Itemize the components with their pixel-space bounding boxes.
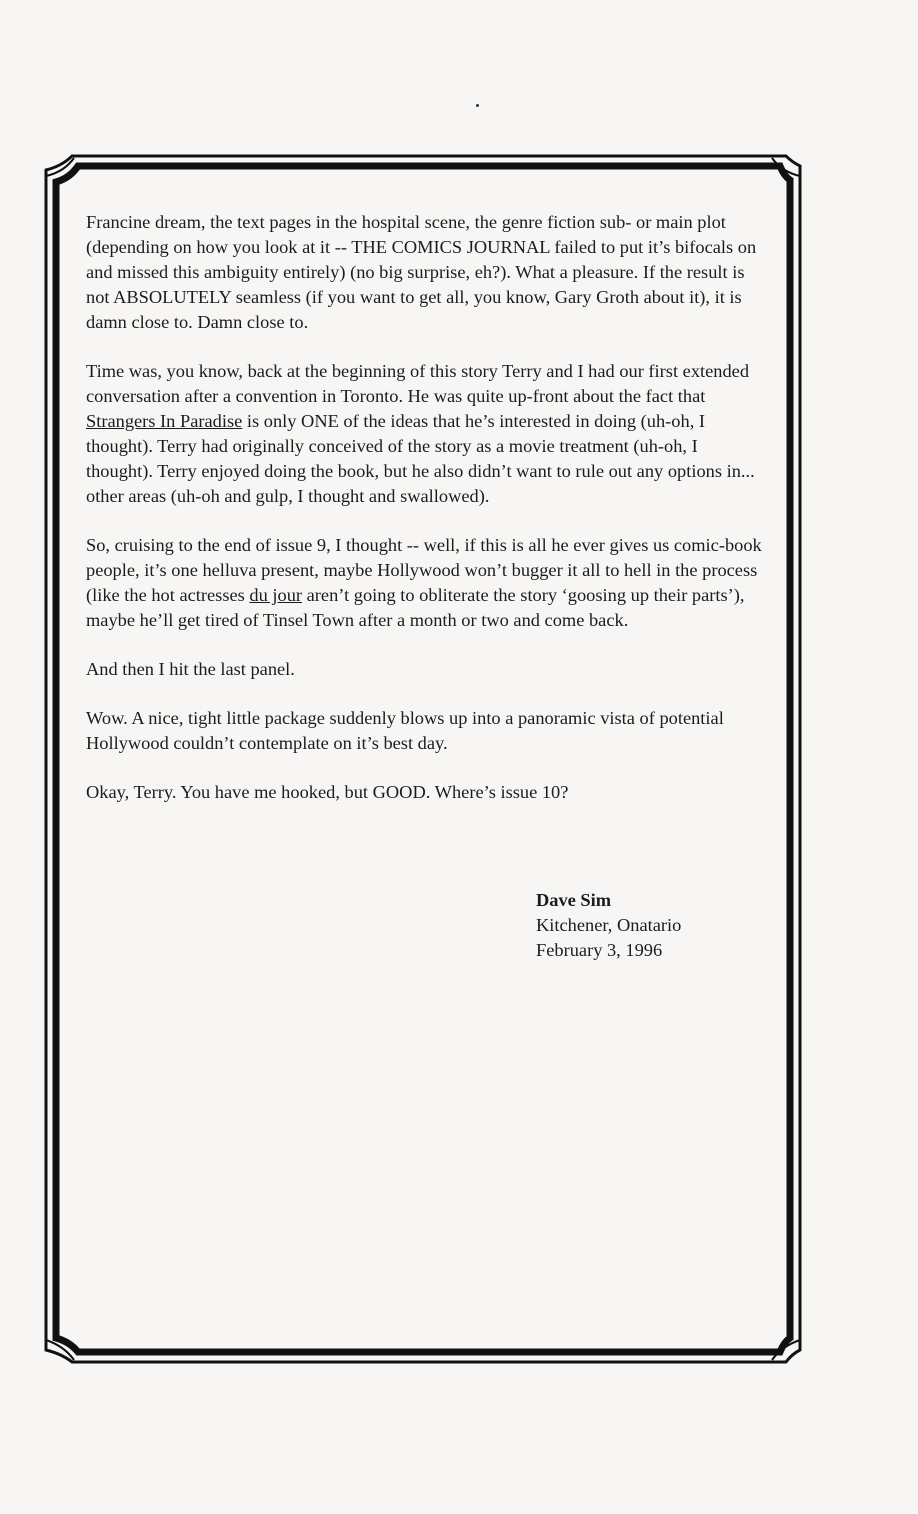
signature-location: Kitchener, Onatario <box>536 915 682 935</box>
signature-name: Dave Sim <box>536 890 612 910</box>
letter-paragraph-6: Okay, Terry. You have me hooked, but GOOD. Where’s issue 10? <box>86 782 569 802</box>
letter-body <box>86 210 768 829</box>
comic-title-underlined: Strangers In Paradise <box>86 411 243 431</box>
paragraph-2-rest: is only ONE of the ideas that he’s interested in doing (uh-oh, I thought). Terry had originally conceived of the story as a movie treatment (uh-oh, I thought). Terry enjoyed doing the book, but he also didn’t want to rule out any options in... other areas (uh-oh and gulp, I thought and swallowed). <box>86 411 755 506</box>
signature-date: February 3, 1996 <box>536 940 663 960</box>
letter-paragraph-5: Wow. A nice, tight little package suddenly blows up into a panoramic vista of potential Hollywood couldn’t contemplate on it’s best day. <box>86 708 724 753</box>
letter-paragraph-2 <box>86 359 768 509</box>
paragraph-3-rest: aren’t going to obliterate the story ‘goosing up their parts’), maybe he’ll get tired of Tinsel Town after a month or two and come back. <box>86 585 745 630</box>
paragraph-2-lead: Time was, you know, back at the beginning of this story Terry and I had our first extended conversation after a convention in Toronto. He was quite up-front about the fact that <box>86 361 750 406</box>
letter-paragraph-1: Francine dream, the text pages in the hospital scene, the genre fiction sub- or main plot (depending on how you look at it -- THE COMICS JOURNAL failed to put it’s bifocals on and missed this ambiguity entirely) (no big surprise, eh?). What a pleasure. If the result is not ABSOLUTELY seamless (if you want to get all, you know, Gary Groth about it), it is damn close to. Damn close to. <box>86 212 757 332</box>
signature-block <box>536 888 681 963</box>
letter-paragraph-3 <box>86 533 768 633</box>
letter-paragraph-4: And then I hit the last panel. <box>86 659 295 679</box>
phrase-underlined: du jour <box>249 585 303 605</box>
paragraph-3-lead: So, cruising to the end of issue 9, I thought -- well, if this is all he ever gives us comic-book people, it’s one helluva present, maybe Hollywood won’t bugger it all to hell in the process (like the hot actresses <box>86 535 762 605</box>
